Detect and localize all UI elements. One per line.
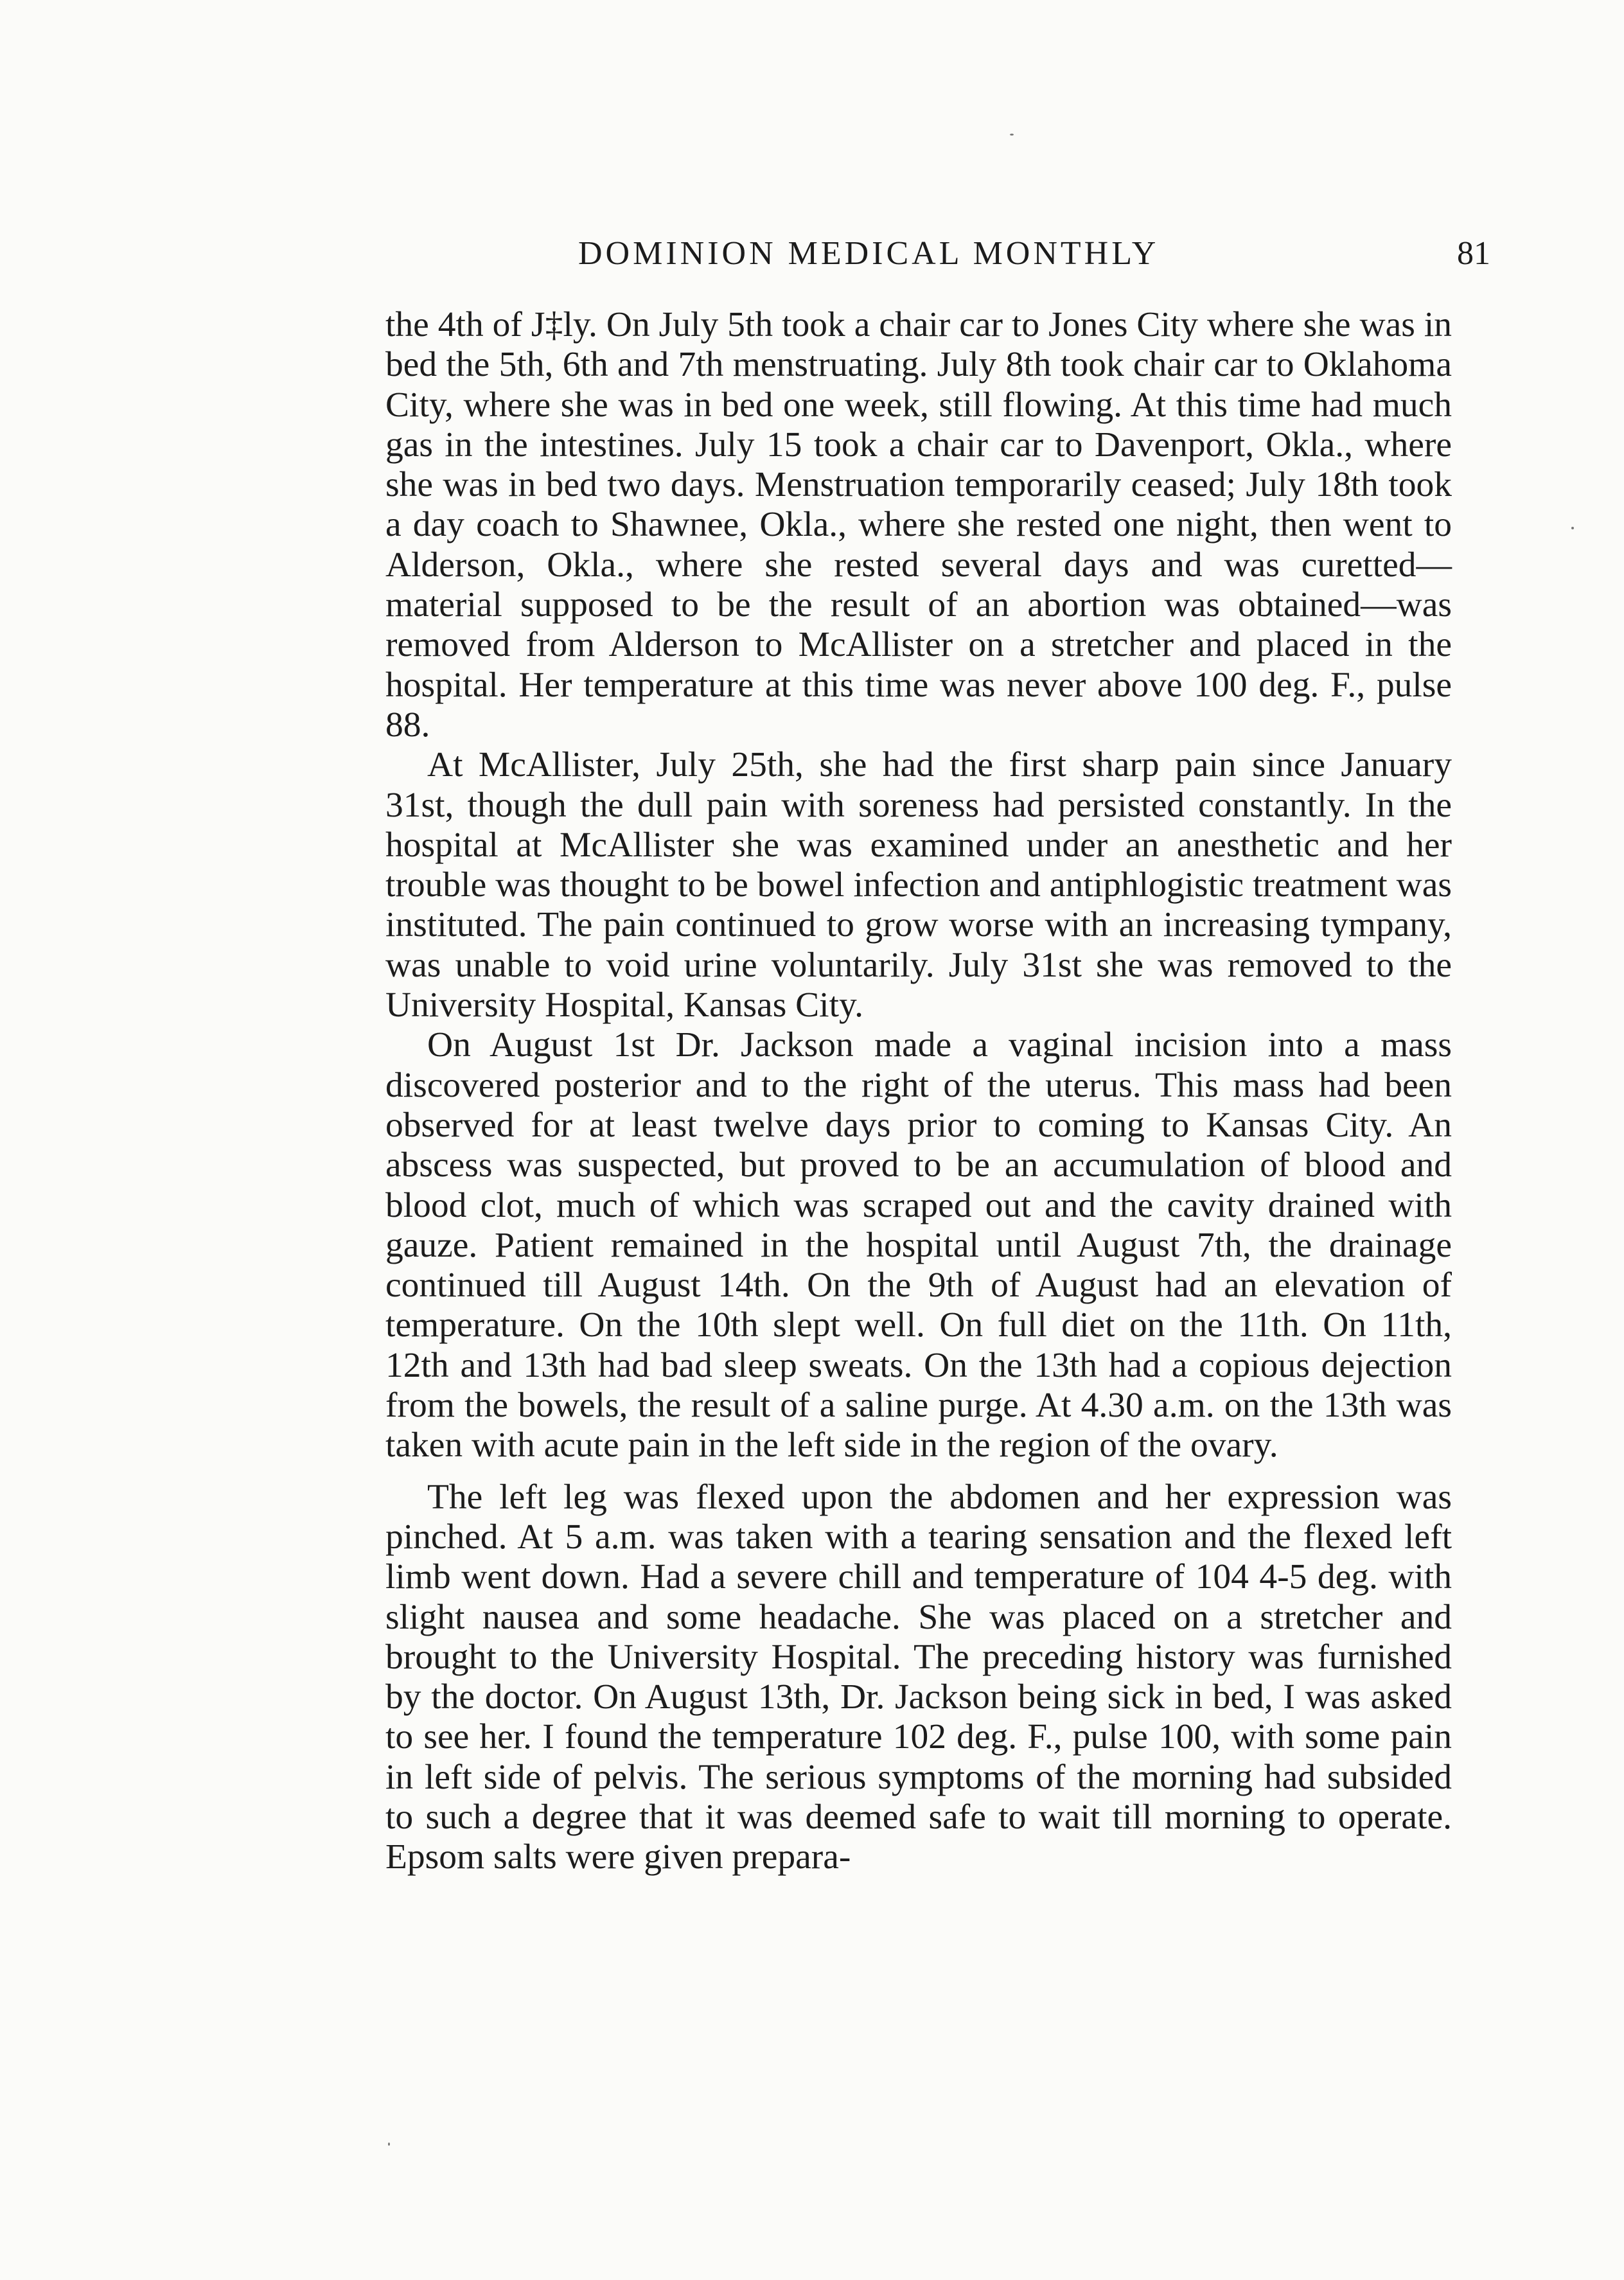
- paragraph: The left leg was flexed upon the abdomen and her expression was pinched. At 5 a.m. was taken with a tearing sensation and the flexed left limb went down. Had a severe chill and temperature of 104 4-5 deg. with slight nausea and some headache. She was placed on a stretcher and brought to the University Hospital. The preceding history was furnished by the doctor. On August 13th, Dr. Jackson being sick in bed, I was asked to see her. I found the temperature 102 deg. F., pulse 100, with some pain in left side of pelvis. The serious symptoms of the morning had subsided to such a degree that it was deemed safe to wait till morning to operate. Epsom salts were given prepara-: [385, 1477, 1452, 1877]
- scan-speck: [388, 2143, 390, 2146]
- paragraph: At McAllister, July 25th, she had the first sharp pain since January 31st, though the dull pain with soreness had persisted constantly. In the hospital at McAllister she was examined under an anesthetic and her trouble was thought to be bowel infection and antiphlogistic treatment was instituted. The pain continued to grow worse with an increasing tympany, was unable to void urine voluntarily. July 31st she was removed to the University Hospital, Kansas City.: [385, 745, 1452, 1025]
- paragraph: On August 1st Dr. Jackson made a vaginal incision into a mass discovered posterior and to the right of the uterus. This mass had been observed for at least twelve days prior to coming to Kansas City. An abscess was suspected, but proved to be an accumulation of blood and blood clot, much of which was scraped out and the cavity drained with gauze. Patient remained in the hospital until August 7th, the drainage continued till August 14th. On the 9th of August had an elevation of temperature. On the 10th slept well. On full diet on the 11th. On 11th, 12th and 13th had bad sleep sweats. On the 13th had a copious dejection from the bowels, the result of a saline purge. At 4.30 a.m. on the 13th was taken with acute pain in the left side in the region of the ovary.: [385, 1025, 1452, 1465]
- page-number: 81: [1457, 235, 1490, 272]
- journal-title: DOMINION MEDICAL MONTHLY: [578, 235, 1160, 272]
- scan-speck: [1010, 134, 1014, 136]
- scan-speck: [1571, 527, 1574, 529]
- paragraph-continued: the 4th of J‡ly. On July 5th took a chair car to Jones City where she was in bed the 5th, 6th and 7th menstruating. July 8th took chair car to Oklahoma City, where she was in bed one week, still flowing. At this time had much gas in the intestines. July 15 took a chair car to Davenport, Okla., where she was in bed two days. Menstruation temporarily ceased; July 18th took a day coach to Shawnee, Okla., where she rested one night, then went to Alderson, Okla., where she rested several days and was curetted—material supposed to be the result of an abortion was obtained—was removed from Alderson to McAllister on a stretcher and placed in the hospital. Her temperature at this time was never above 100 deg. F., pulse 88.: [385, 305, 1452, 745]
- running-head: [385, 234, 1490, 279]
- body-text: [385, 305, 1452, 1878]
